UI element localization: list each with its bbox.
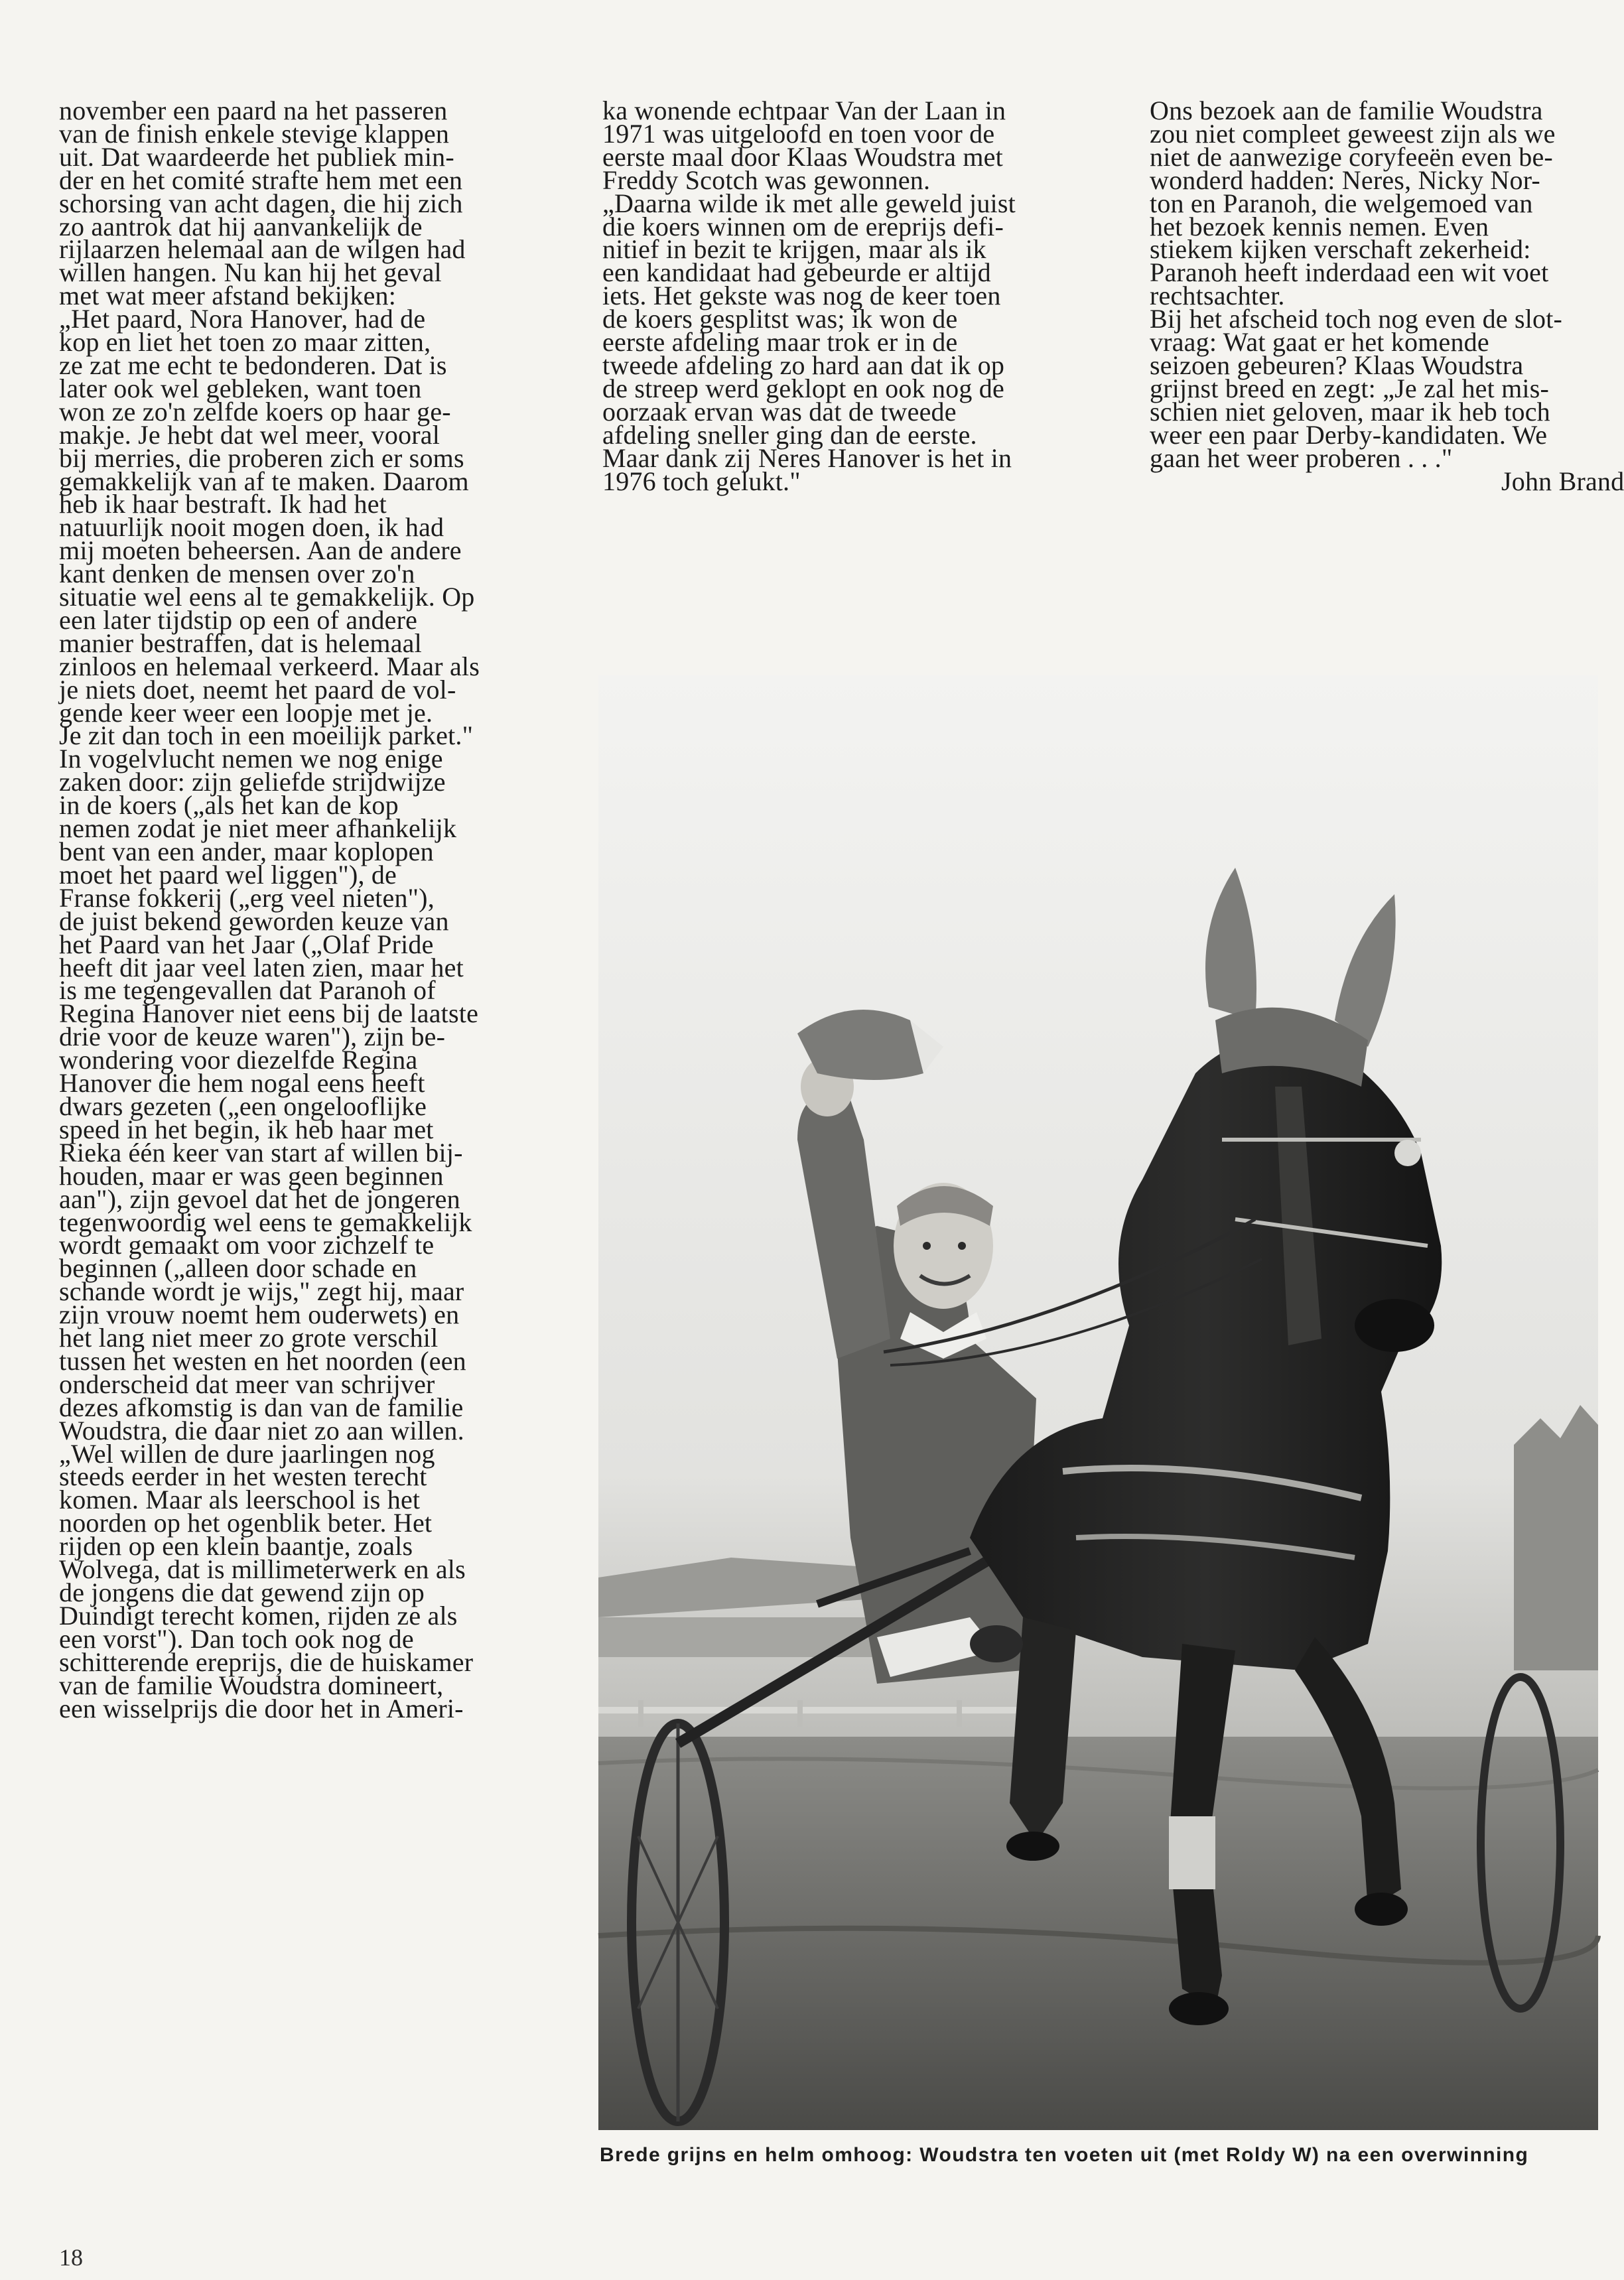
text-line: Hanover die hem nogal eens heeft xyxy=(59,1068,425,1099)
text-line: wondering voor diezelfde Regina xyxy=(59,1045,418,1075)
article-column-1 xyxy=(59,96,563,1723)
text-line: natuurlijk nooit mogen doen, ik had xyxy=(59,512,444,543)
text-line: gemakkelijk van af te maken. Daarom xyxy=(59,466,469,496)
text-line: het bezoek kennis nemen. Even xyxy=(1150,211,1489,241)
author-signature: John Brand xyxy=(1501,466,1624,496)
text-line: Je zit dan toch in een moeilijk parket." xyxy=(59,720,474,751)
text-line: het Paard van het Jaar („Olaf Pride xyxy=(59,929,434,959)
text-line: seizoen gebeuren? Klaas Woudstra xyxy=(1150,350,1524,380)
text-line: die koers winnen om de ereprijs defi- xyxy=(602,211,1004,241)
text-line: ka wonende echtpaar Van der Laan in xyxy=(602,96,1006,125)
harness-driver-with-horse-photo xyxy=(598,675,1598,2130)
text-line: heb ik haar bestraft. Ik had het xyxy=(59,489,387,519)
text-line: kop en liet het toen zo maar zitten, xyxy=(59,327,431,358)
text-line: houden, maar er was geen beginnen xyxy=(59,1160,444,1191)
text-line: Ons bezoek aan de familie Woudstra xyxy=(1150,96,1543,125)
text-line: nemen zodat je niet meer afhankelijk xyxy=(59,813,457,844)
article-column-3-text xyxy=(1150,96,1614,473)
text-line: weer een paar Derby-kandidaten. We xyxy=(1150,419,1548,450)
text-line: willen hangen. Nu kan hij het geval xyxy=(59,257,442,288)
text-line: een wisselprijs die door het in Ameri- xyxy=(59,1693,464,1723)
text-line: moet het paard wel liggen"), de xyxy=(59,859,397,890)
text-line: oorzaak ervan was dat de tweede xyxy=(602,396,957,427)
text-line: een kandidaat had gebeurde er altijd xyxy=(602,257,991,288)
text-line: het lang niet meer zo grote verschil xyxy=(59,1323,439,1353)
text-line: in de koers („als het kan de kop xyxy=(59,790,399,821)
text-line: de koers gesplitst was; ik won de xyxy=(602,304,958,334)
text-line: Maar dank zij Neres Hanover is het in xyxy=(602,442,1012,473)
text-line: met wat meer afstand bekijken: xyxy=(59,281,397,311)
text-line: 1976 toch gelukt." xyxy=(602,466,801,496)
text-line: zou niet compleet geweest zijn als we xyxy=(1150,118,1556,149)
text-line: mij moeten beheersen. Aan de andere xyxy=(59,535,462,566)
text-line: tegenwoordig wel eens te gemakkelijk xyxy=(59,1207,472,1237)
text-line: schorsing van acht dagen, die hij zich xyxy=(59,188,463,218)
text-line: zijn vrouw noemt hem ouderwets) en xyxy=(59,1300,460,1330)
text-line: afdeling sneller ging dan de eerste. xyxy=(602,419,977,450)
text-line: Wolvega, dat is millimeterwerk en als xyxy=(59,1554,466,1585)
text-line: speed in het begin, ik heb haar met xyxy=(59,1114,434,1144)
text-line: tussen het westen en het noorden (een xyxy=(59,1345,466,1376)
text-line: nitief in bezit te krijgen, maar als ik xyxy=(602,234,986,265)
text-line: dezes afkomstig is dan van de familie xyxy=(59,1392,464,1422)
text-line: rechtsachter. xyxy=(1150,281,1285,311)
text-line: Rieka één keer van start af willen bij- xyxy=(59,1137,463,1168)
text-line: Woudstra, die daar niet zo aan willen. xyxy=(59,1415,464,1445)
text-line: later ook wel gebleken, want toen xyxy=(59,373,422,403)
text-line: komen. Maar als leerschool is het xyxy=(59,1485,421,1515)
text-line: tweede afdeling zo hard aan dat ik op xyxy=(602,350,1005,380)
text-line: ze zat me echt te bedonderen. Dat is xyxy=(59,350,447,380)
text-line: de streep werd geklopt en ook nog de xyxy=(602,373,1004,403)
text-line: „Het paard, Nora Hanover, had de xyxy=(59,304,426,334)
text-line: een vorst"). Dan toch ook nog de xyxy=(59,1623,414,1654)
text-line: kant denken de mensen over zo'n xyxy=(59,559,415,589)
text-line: ton en Paranoh, die welgemoed van xyxy=(1150,188,1533,218)
text-line: dwars gezeten („een ongelooflijke xyxy=(59,1091,427,1121)
text-line: Bij het afscheid toch nog even de slot- xyxy=(1150,304,1563,334)
text-line: 1971 was uitgeloofd en toen voor de xyxy=(602,118,995,149)
text-line: steeds eerder in het westen terecht xyxy=(59,1461,427,1492)
text-line: aan"), zijn gevoel dat het de jongeren xyxy=(59,1183,460,1214)
text-line: grijnst breed en zegt: „Je zal het mis- xyxy=(1150,373,1550,403)
text-line: de jongens die dat gewend zijn op xyxy=(59,1577,425,1607)
text-line: bij merries, die proberen zich er soms xyxy=(59,442,464,473)
text-line: makje. Je hebt dat wel meer, vooral xyxy=(59,419,440,450)
text-line: wonderd hadden: Neres, Nicky Nor- xyxy=(1150,165,1540,195)
text-line: iets. Het gekste was nog de keer toen xyxy=(602,281,1001,311)
text-line: schitterende ereprijs, die de huiskamer xyxy=(59,1646,474,1677)
text-line: In vogelvlucht nemen we nog enige xyxy=(59,744,443,774)
text-line: zo aantrok dat hij aanvankelijk de xyxy=(59,211,423,241)
text-line: gaan het weer proberen . . ." xyxy=(1150,442,1453,473)
text-line: stiekem kijken verschaft zekerheid: xyxy=(1150,234,1531,265)
text-line: schien niet geloven, maar ik heb toch xyxy=(1150,396,1550,427)
text-line: onderscheid dat meer van schrijver xyxy=(59,1369,435,1399)
text-line: rijden op een klein baantje, zoals xyxy=(59,1531,413,1562)
text-line: Duindigt terecht komen, rijden ze als xyxy=(59,1600,458,1631)
text-line: eerste afdeling maar trok er in de xyxy=(602,327,958,358)
text-line: der en het comité strafte hem met een xyxy=(59,165,463,195)
text-line: situatie wel eens al te gemakkelijk. Op xyxy=(59,582,475,612)
text-line: een later tijdstip op een of andere xyxy=(59,604,418,635)
text-line: vraag: Wat gaat er het komende xyxy=(1150,327,1489,358)
text-line: Freddy Scotch was gewonnen. xyxy=(602,165,931,195)
text-line: is me tegengevallen dat Paranoh of xyxy=(59,975,436,1006)
page-number: 18 xyxy=(59,2244,83,2271)
article-photo xyxy=(598,675,1598,2130)
text-line: niet de aanwezige coryfeeën even be- xyxy=(1150,141,1553,172)
text-line: drie voor de keuze waren"), zijn be- xyxy=(59,1022,446,1052)
photo-caption: Brede grijns en helm omhoog: Woudstra ten voeten uit (met Roldy W) na een overwinning xyxy=(600,2144,1529,2166)
text-line: zinloos en helemaal verkeerd. Maar als xyxy=(59,651,480,681)
article-column-3 xyxy=(1150,96,1624,496)
article-column-2 xyxy=(602,96,1107,496)
text-line: bent van een ander, maar koplopen xyxy=(59,837,434,866)
text-line: wordt gemaakt om voor zichzelf te xyxy=(59,1230,435,1260)
text-line: won ze zo'n zelfde koers op haar ge- xyxy=(59,396,451,427)
text-line: rijlaarzen helemaal aan de wilgen had xyxy=(59,234,466,265)
text-line: „Wel willen de dure jaarlingen nog xyxy=(59,1438,435,1469)
text-line: „Daarna wilde ik met alle geweld juist xyxy=(602,188,1016,218)
text-line: zaken door: zijn geliefde strijdwijze xyxy=(59,767,446,797)
text-line: eerste maal door Klaas Woudstra met xyxy=(602,141,1003,172)
text-line: november een paard na het passeren xyxy=(59,96,448,125)
text-line: Regina Hanover niet eens bij de laatste xyxy=(59,998,479,1029)
text-line: manier bestraffen, dat is helemaal xyxy=(59,628,422,658)
text-line: noorden op het ogenblik beter. Het xyxy=(59,1508,433,1538)
text-line: schande wordt je wijs," zegt hij, maar xyxy=(59,1276,464,1307)
text-line: Paranoh heeft inderdaad een wit voet xyxy=(1150,257,1549,288)
text-line: gende keer weer een loopje met je. xyxy=(59,697,433,728)
text-line: beginnen („alleen door schade en xyxy=(59,1253,417,1284)
text-line: heeft dit jaar veel laten zien, maar het xyxy=(59,952,464,982)
text-line: je niets doet, neemt het paard de vol- xyxy=(59,674,456,704)
text-line: uit. Dat waardeerde het publiek min- xyxy=(59,141,454,172)
text-line: van de finish enkele stevige klappen xyxy=(59,118,450,149)
text-line: de juist bekend geworden keuze van xyxy=(59,905,449,936)
text-line: van de familie Woudstra domineert, xyxy=(59,1670,444,1700)
text-line: Franse fokkerij („erg veel nieten"), xyxy=(59,882,435,913)
